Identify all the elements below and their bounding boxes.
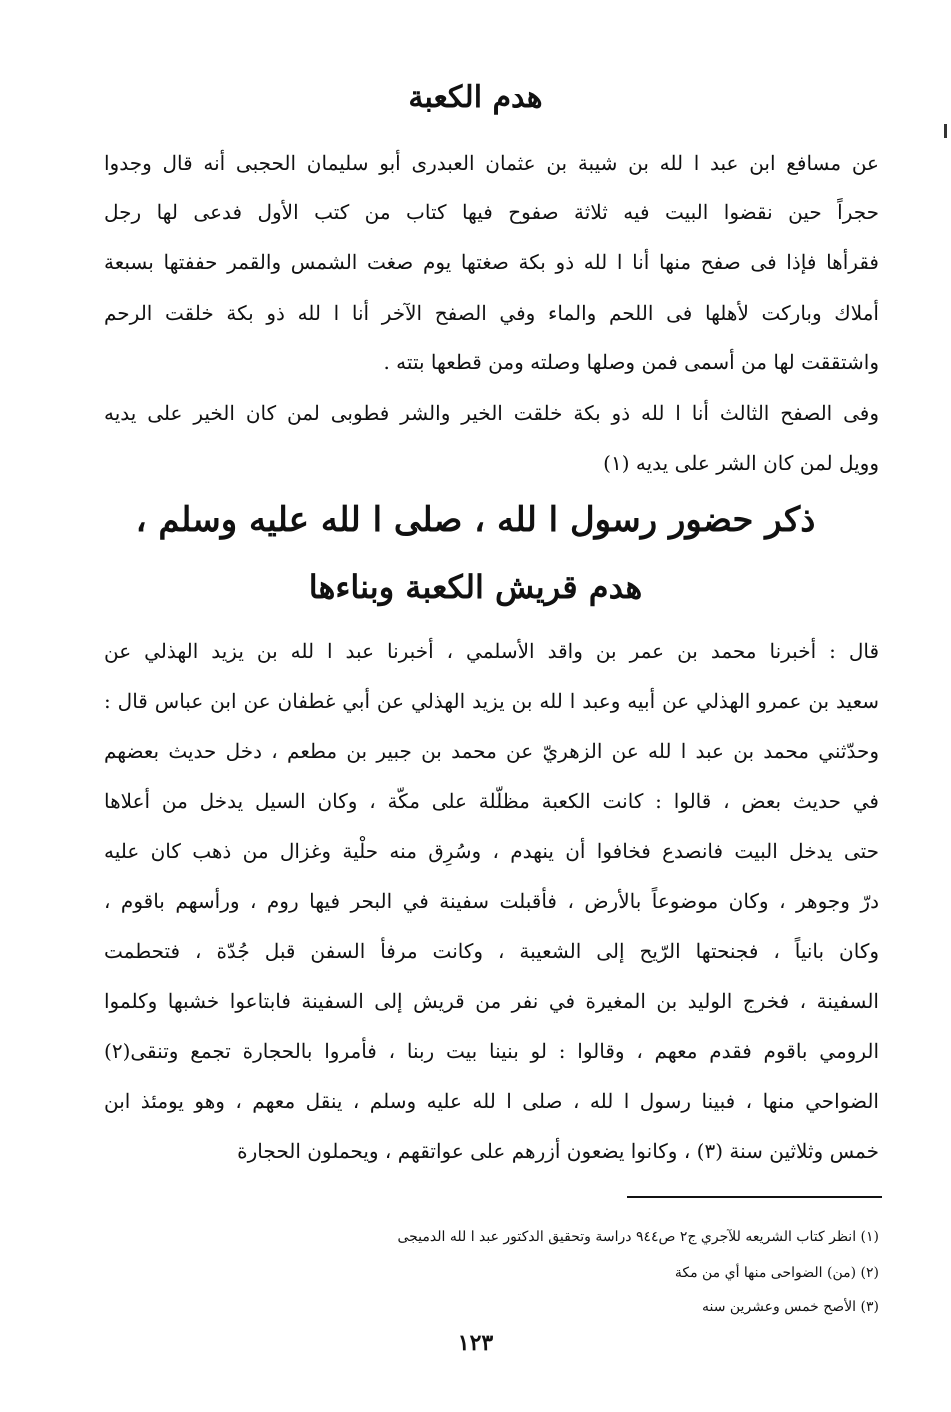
section-heading-line-1: ذكر حضور رسول ا لله ، صلى ا لله عليه وسلم ، xyxy=(135,500,816,540)
text-line: وفى الصفح الثالث أنا ا لله ذو بكة خلقت الخير والشر فطوبى لمن كان الخير على يديه xyxy=(104,401,879,425)
text-line: وحدّثني محمد بن عبد ا لله عن الزهريّ عن محمد بن جبير بن مطعم ، دخل حديث بعضهم xyxy=(104,739,879,763)
footnote-separator xyxy=(627,1196,882,1198)
text-line: أملاك وباركت لأهلها فى اللحم والماء وفي الصفح الآخر أنا ا لله ذو بكة خلقت الرحم xyxy=(104,301,879,325)
page-number: ١٢٣ xyxy=(457,1330,494,1356)
text-line: حتى يدخل البيت فانصدع فخافوا أن ينهدم ، وسُرِق منه حلْية وغزال من ذهب كان عليه xyxy=(104,839,879,863)
text-line: الرومي باقوم فقدم معهم ، وقالوا : لو بنينا بيت ربنا ، فأمروا بالحجارة تجمع وتنقى(٢) xyxy=(104,1039,879,1063)
text-line: واشتققت لها من أسمى فمن وصلها وصلته ومن قطعها بتته . xyxy=(383,350,879,374)
text-line: عن مسافع ابن عبد ا لله بن شيبة بن عثمان العبدرى أبو سليمان الحجبى أنه قال وجدوا xyxy=(104,151,879,175)
text-line: خمس وثلاثين سنة (٣) ، وكانوا يضعون أزرهم على عواتقهم ، ويحملون الحجارة xyxy=(237,1139,879,1163)
text-line: وويل لمن كان الشر على يديه (١) xyxy=(603,451,879,475)
text-line: سعيد بن عمرو الهذلي عن أبيه وعبد ا لله بن يزيد الهذلي عن أبي غطفان عن ابن عباس قال : xyxy=(104,689,879,713)
page-edge-mark xyxy=(944,124,947,138)
page-title: هدم الكعبة xyxy=(408,80,543,115)
text-line: الضواحي منها ، فبينا رسول ا لله ، صلى ا لله عليه وسلم ، ينقل معهم ، وهو يومئذ ابن xyxy=(104,1089,879,1113)
text-line: فقرأها فإذا فى صفح منها أنا ا لله ذو بكة صغتها يوم صغت الشمس والقمر حففتها بسبعة xyxy=(104,250,879,274)
footnote: (٢) (من) الضواحى منها أي من مكة xyxy=(674,1265,879,1281)
text-line: السفينة ، فخرج الوليد بن المغيرة في نفر من قريش إلى السفينة فابتاعوا خشبها وكلموا xyxy=(104,989,879,1013)
text-line: حجراً حين نقضوا البيت فيه ثلاثة صفوح فيها كتاب من كتب الأول فدعى لها رجل xyxy=(104,200,879,224)
section-heading-line-2: هدم قريش الكعبة وبناءها xyxy=(308,568,643,606)
text-line: في حديث بعض ، قالوا : كانت الكعبة مظلّلة على مكّة ، وكان السيل يدخل من أعلاها xyxy=(104,789,879,813)
text-line: قال : أخبرنا محمد بن عمر بن واقد الأسلمي ، أخبرنا عبد ا لله بن يزيد الهذلي عن xyxy=(104,639,879,663)
text-line: وكان بانياً ، فجنحتها الرّيح إلى الشعيبة ، وكانت مرفأ السفن قبل جُدّة ، فتحطمت xyxy=(104,939,879,963)
footnote: (١) انظر كتاب الشريعه للآجري ج٢ ص٩٤٤ دراسة وتحقيق الدكتور عبد ا لله الدميجى xyxy=(397,1229,879,1245)
footnote: (٣) الأصح خمس وعشرين سنه xyxy=(701,1299,879,1315)
text-line: درّ وجوهر ، وكان موضوعاً بالأرض ، فأقبلت سفينة في البحر فيها روم ، ورأسهم باقوم ، xyxy=(104,889,879,913)
